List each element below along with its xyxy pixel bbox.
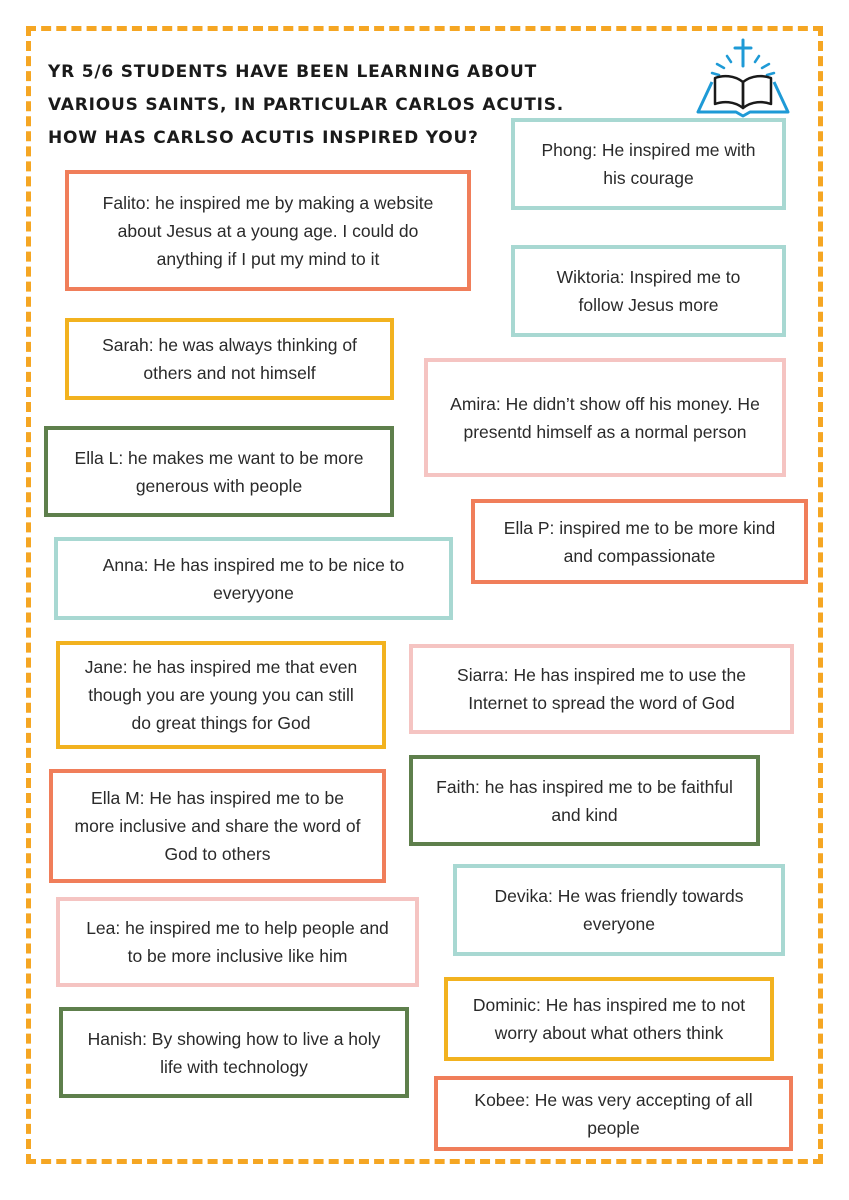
bible-cross-icon bbox=[692, 38, 794, 120]
quote-card-anna bbox=[54, 537, 453, 620]
quote-text: Kobee: He was very accepting of all people bbox=[474, 1089, 753, 1138]
quote-card-hanish bbox=[59, 1007, 409, 1098]
quote-card-ella-p bbox=[471, 499, 808, 584]
quote-text: Lea: he inspired me to help people and to be more inclusive like him bbox=[86, 918, 389, 966]
quote-card-faith bbox=[409, 755, 760, 846]
quote-text: Anna: He has inspired me to be nice to everyyone bbox=[102, 554, 405, 603]
quote-text: Dominic: He has inspired me to not worry about what others think bbox=[472, 995, 746, 1043]
quote-text: Hanish: By showing how to live a holy life with technology bbox=[87, 1028, 381, 1077]
quote-card-jane bbox=[56, 641, 386, 749]
quote-card-wiktoria bbox=[511, 245, 786, 337]
heading-line-3: HOW HAS CARLSO ACUTIS INSPIRED YOU? bbox=[48, 128, 479, 148]
quote-card-siarra bbox=[409, 644, 794, 734]
heading-line-2: VARIOUS SAINTS, IN PARTICULAR CARLOS ACUTIS. bbox=[48, 95, 565, 115]
quote-text: Sarah: he was always thinking of others and not himself bbox=[102, 335, 357, 383]
quote-text: Faith: he has inspired me to be faithful and kind bbox=[436, 776, 733, 825]
quote-card-ella-l bbox=[44, 426, 394, 517]
quote-card-devika bbox=[453, 864, 785, 956]
quote-text: Siarra: He has inspired me to use the Internet to spread the word of God bbox=[457, 665, 746, 713]
quote-card-kobee bbox=[434, 1076, 793, 1151]
heading-line-1: YR 5/6 STUDENTS HAVE BEEN LEARNING ABOUT bbox=[48, 62, 538, 82]
page-heading bbox=[48, 56, 565, 155]
quote-card-falito bbox=[65, 170, 471, 291]
quote-text: Phong: He inspired me with his courage bbox=[541, 140, 756, 188]
quote-text: Wiktoria: Inspired me to follow Jesus more bbox=[556, 267, 741, 315]
quote-text: Amira: He didn’t show off his money. He presentd himself as a normal person bbox=[450, 393, 760, 442]
quote-text: Falito: he inspired me by making a website about Jesus at a young age. I could do anything if I put my mind to it bbox=[102, 192, 434, 269]
quote-card-phong bbox=[511, 118, 786, 210]
quote-text: Ella M: He has inspired me to be more inclusive and share the word of God to others bbox=[74, 788, 361, 864]
quote-text: Jane: he has inspired me that even though you are young you can still do great things for God bbox=[84, 657, 358, 733]
quote-card-lea bbox=[56, 897, 419, 987]
quote-text: Ella P: inspired me to be more kind and compassionate bbox=[503, 517, 776, 566]
quote-card-dominic bbox=[444, 977, 774, 1061]
quote-text: Devika: He was friendly towards everyone bbox=[494, 886, 744, 934]
quote-card-amira bbox=[424, 358, 786, 477]
quote-card-sarah bbox=[65, 318, 394, 400]
quote-card-ella-m bbox=[49, 769, 386, 883]
quote-text: Ella L: he makes me want to be more generous with people bbox=[74, 447, 364, 496]
